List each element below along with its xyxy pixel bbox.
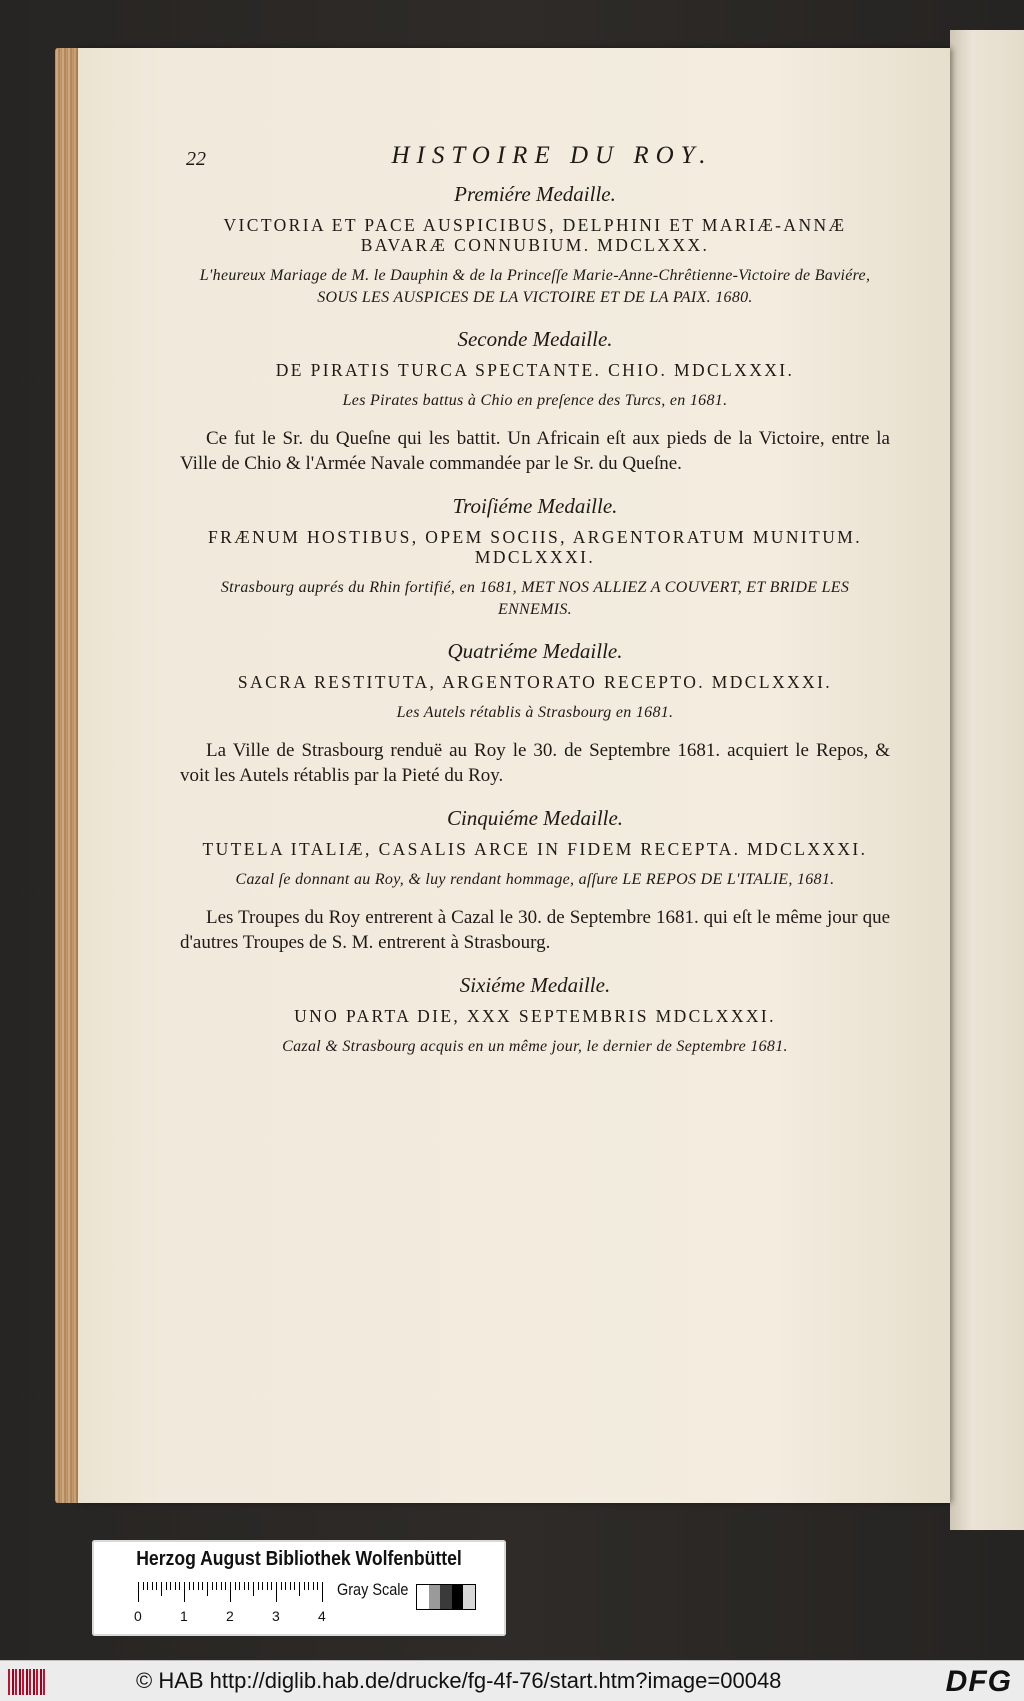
medal-section <box>180 973 890 1058</box>
medal-inscription: UNO PARTA DIE, XXX SEPTEMBRIS MDCLXXXI. <box>294 1006 776 1026</box>
gray-step-swatch <box>452 1585 464 1609</box>
page-number: 22 <box>186 148 206 170</box>
footer-credit-link[interactable]: © HAB http://diglib.hab.de/drucke/fg-4f-76/start.htm?image=00048 <box>136 1668 782 1693</box>
next-page-edge <box>950 30 1024 1530</box>
ruler-number: 1 <box>180 1608 188 1624</box>
ruler-tick <box>193 1582 194 1590</box>
ruler-tick <box>175 1582 176 1590</box>
ruler-number: 4 <box>318 1608 326 1624</box>
ruler-tick <box>281 1582 282 1590</box>
medal-commentary: Les Troupes du Roy entrerent à Cazal le 30. de Septembre 1681. qui eſt le même jour que d'autres Troupes de S. M. entrerent à Strasbourg. <box>180 907 890 953</box>
medal-translation: Cazal & Strasbourg acquis en un même jour, le dernier de Septembre 1681. <box>282 1038 788 1055</box>
medal-translation: Strasbourg auprés du Rhin fortifié, en 1681, MET NOS ALLIEZ A COUVERT, ET BRIDE LES ENNEMIS. <box>220 579 850 618</box>
ruler-tick <box>248 1582 249 1590</box>
ruler-tick <box>244 1582 245 1590</box>
ruler-tick <box>239 1582 240 1590</box>
ruler-number: 3 <box>272 1608 280 1624</box>
library-name: Herzog August Bibliothek Wolfenbüttel <box>136 1548 462 1570</box>
medal-commentary: Ce fut le Sr. du Queſne qui les battit. Un Africain eſt aux pieds de la Victoire, entre la Ville de Chio & l'Armée Navale commandée par le Sr. du Queſne. <box>180 428 890 474</box>
ruler-tick <box>225 1582 226 1590</box>
ruler-tick <box>184 1582 185 1602</box>
ruler-tick <box>267 1582 268 1590</box>
medal-list <box>180 182 890 1058</box>
scan-label-card <box>92 1540 506 1636</box>
gray-step-swatch <box>417 1585 429 1609</box>
ruler-tick <box>207 1582 208 1596</box>
medal-heading: Cinquiéme Medaille. <box>446 806 624 830</box>
ruler-tick <box>147 1582 148 1590</box>
ruler-tick <box>299 1582 300 1596</box>
medal-inscription: DE PIRATIS TURCA SPECTANTE. CHIO. MDCLXXXI. <box>275 360 795 380</box>
medal-section <box>180 494 890 621</box>
medal-inscription: FRÆNUM HOSTIBUS, OPEM SOCIIS, ARGENTORATUM MUNITUM. MDCLXXXI. <box>208 527 862 567</box>
ruler-tick <box>143 1582 144 1590</box>
gray-scale-label: Gray Scale <box>337 1580 409 1599</box>
ruler-tick <box>221 1582 222 1590</box>
ruler-tick <box>262 1582 263 1590</box>
medal-section <box>180 182 890 309</box>
footer-bar <box>0 1660 1024 1701</box>
ruler-tick <box>304 1582 305 1590</box>
ruler-tick <box>294 1582 295 1590</box>
ruler-tick <box>179 1582 180 1590</box>
ruler-tick <box>198 1582 199 1590</box>
medal-section <box>180 327 890 476</box>
hab-logo-icon <box>8 1669 46 1695</box>
page-content <box>180 140 890 1064</box>
medal-commentary: La Ville de Strasbourg renduë au Roy le 30. de Septembre 1681. acquiert le Repos, & voit les Autels rétablis par la Pieté du Roy. <box>180 740 890 786</box>
ruler-tick <box>285 1582 286 1590</box>
ruler-tick <box>202 1582 203 1590</box>
ruler-tick <box>258 1582 259 1590</box>
medal-translation: Cazal ſe donnant au Roy, & luy rendant hommage, aſſure LE REPOS DE L'ITALIE, 1681. <box>235 871 835 888</box>
medal-heading: Sixiéme Medaille. <box>459 973 611 997</box>
ruler-tick <box>308 1582 309 1590</box>
medal-inscription: SACRA RESTITUTA, ARGENTORATO RECEPTO. MDCLXXXI. <box>237 672 833 692</box>
medal-heading: Premiére Medaille. <box>454 182 616 206</box>
dfg-logo: DFG <box>945 1665 1012 1698</box>
ruler-tick <box>313 1582 314 1590</box>
gray-scale-swatches <box>416 1584 476 1610</box>
medal-translation: Les Pirates battus à Chio en preſence des Turcs, en 1681. <box>342 392 728 409</box>
ruler-number: 0 <box>134 1608 142 1624</box>
medal-section <box>180 639 890 788</box>
medal-inscription: TUTELA ITALIÆ, CASALIS ARCE IN FIDEM RECEPTA. MDCLXXXI. <box>202 839 868 859</box>
ruler-scale <box>138 1582 324 1602</box>
ruler-tick <box>276 1582 277 1602</box>
ruler-tick <box>156 1582 157 1590</box>
ruler-tick <box>317 1582 318 1590</box>
ruler-tick <box>212 1582 213 1590</box>
gray-step-swatch <box>440 1585 452 1609</box>
running-head <box>180 140 890 180</box>
ruler-tick <box>152 1582 153 1590</box>
ruler-number: 2 <box>226 1608 234 1624</box>
ruler-tick <box>322 1582 323 1602</box>
medal-heading: Quatriéme Medaille. <box>447 639 623 663</box>
ruler-tick <box>166 1582 167 1590</box>
medal-heading: Troiſiéme Medaille. <box>452 494 618 518</box>
medal-inscription: VICTORIA ET PACE AUSPICIBUS, DELPHINI ET MARIÆ-ANNÆ BAVARÆ CONNUBIUM. MDCLXXX. <box>223 215 847 255</box>
ruler-tick <box>189 1582 190 1590</box>
gray-step-swatch <box>463 1585 475 1609</box>
ruler-tick <box>216 1582 217 1590</box>
medal-translation: Les Autels rétablis à Strasbourg en 1681. <box>396 704 674 721</box>
ruler-tick <box>161 1582 162 1596</box>
ruler-tick <box>271 1582 272 1590</box>
medal-section <box>180 806 890 955</box>
medal-heading: Seconde Medaille. <box>457 327 613 351</box>
medal-translation: L'heureux Mariage de M. le Dauphin & de la Princeſſe Marie-Anne-Chrêtienne-Victoire de Baviére, SOUS LES AUSPICES DE LA VICTOIRE ET DE LA PAIX. 1680. <box>199 267 871 306</box>
ruler-tick <box>253 1582 254 1596</box>
ruler-tick <box>235 1582 236 1590</box>
ruler-tick <box>170 1582 171 1590</box>
ruler-tick <box>290 1582 291 1590</box>
running-title: HISTOIRE DU ROY. <box>391 142 713 169</box>
gray-step-swatch <box>429 1585 441 1609</box>
ruler-tick <box>230 1582 231 1602</box>
ruler-tick <box>138 1582 139 1602</box>
